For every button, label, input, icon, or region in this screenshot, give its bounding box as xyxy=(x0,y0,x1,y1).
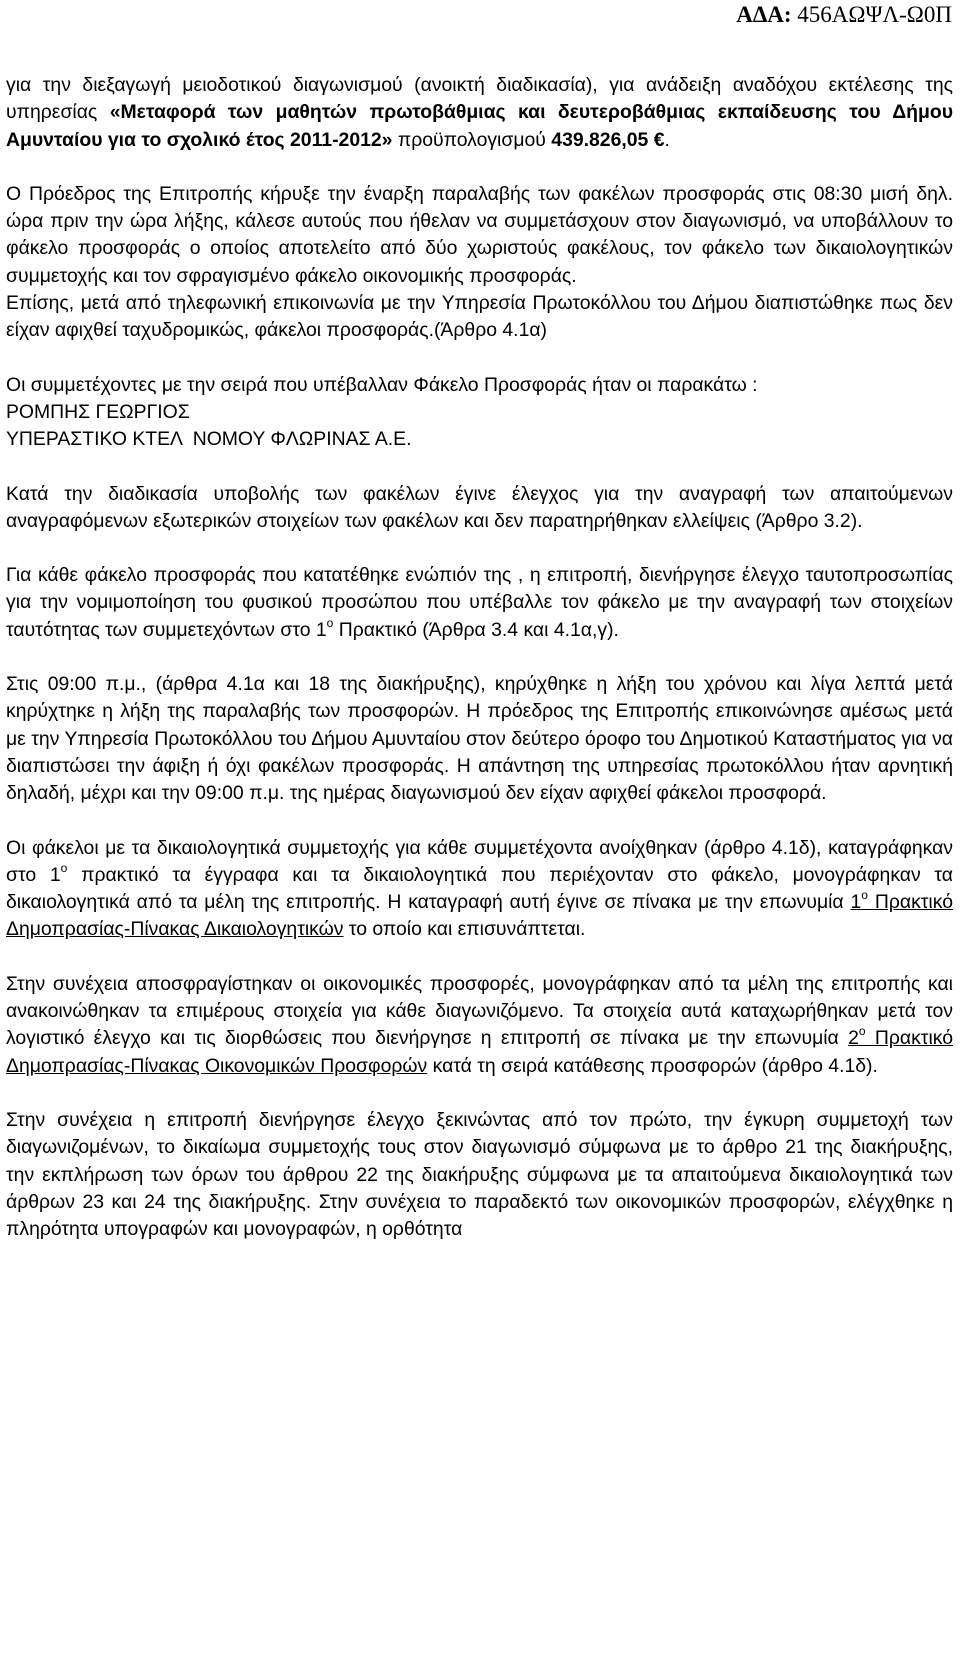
documents-text-end: το οποίο και επισυνάπτεται. xyxy=(343,918,586,941)
participant-item: ΥΠΕΡΑΣΤΙΚΟ ΚΤΕΛ ΝΟΜΟΥ ΦΛΩΡΙΝΑΣ Α.Ε. xyxy=(6,428,412,451)
paragraph-documents xyxy=(6,835,953,944)
participant-item: ΡΟΜΠΗΣ ΓΕΩΡΓΙΟΣ xyxy=(6,400,190,423)
spacer xyxy=(6,535,953,562)
paragraph-postal-check: Επίσης, μετά από τηλεφωνική επικοινωνία με την Υπηρεσία Πρωτοκόλλου του Δήμου διαπιστώθηκε πως δεν είχαν αφιχθεί ταχυδρομικώς, φάκελοι προσφοράς.(Άρθρο 4.1α) xyxy=(6,292,953,342)
financial-text-end: κατά τη σειρά κατάθεσης προσφορών (άρθρο 4.1δ). xyxy=(427,1054,878,1077)
document-body xyxy=(6,72,953,1243)
budget-label: προϋπολογισμού xyxy=(392,128,552,151)
superscript: ο xyxy=(326,615,334,630)
paragraph-participants-intro: Οι συμμετέχοντες με την σειρά που υπέβαλλαν Φάκελο Προσφοράς ήταν οι παρακάτω : xyxy=(6,373,758,396)
spacer xyxy=(6,808,953,835)
paragraph-intro xyxy=(6,72,953,154)
ada-header xyxy=(736,2,952,28)
paragraph-financial-offers xyxy=(6,971,953,1080)
financial-text: Στην συνέχεια αποσφραγίστηκαν οι οικονομικές προσφορές, μονογράφηκαν από τα μέλη της επιτροπής και ανακοινώθηκαν τα επιμέρους στοιχεία για κάθε διαγωνιζόμενο. Τα στοιχεία αυτά καταχωρήθηκαν μετά τον λογιστικό έλεγχο και τις διορθώσεις που διενήργησε η επιτροπή σε πίνακα με την επωνυμία xyxy=(6,972,953,1050)
identity-text-end: Πρακτικό (Άρθρα 3.4 και 4.1α,γ). xyxy=(333,618,619,641)
spacer xyxy=(6,154,953,181)
reference-number: 2 xyxy=(848,1027,859,1050)
spacer xyxy=(6,1080,953,1107)
paragraph-envelope-check: Κατά την διαδικασία υποβολής των φακέλων έγινε έλεγχος για την αναγραφή των απαιτούμενων αναγραφόμενων εξωτερικών στοιχείων των φακέλων και δεν παρατηρήθηκαν ελλείψεις (Άρθρο 3.2). xyxy=(6,482,953,532)
spacer xyxy=(6,944,953,971)
intro-text: για την διεξαγωγή μειοδοτικού διαγωνισμού (ανοικτή διαδικασία), για ανάδειξη αναδόχου εκτέλεσης της υπηρεσίας xyxy=(6,74,953,124)
ada-label: ΑΔΑ: xyxy=(736,2,792,27)
paragraph-evaluation: Στην συνέχεια η επιτροπή διενήργησε έλεγχο ξεκινώντας από τον πρώτο, την έγκυρη συμμετοχή των διαγωνιζομένων, το δικαίωμα συμμετοχής τους στον διαγωνισμό σύμφωνα με το άρθρο 21 της διακήρυξης, την εκπλήρωση των όρων του άρθρου 22 της διακήρυξης σύμφωνα με τα απαιτούμενα δικαιολογητικά των άρθρων 23 και 24 της διακήρυξης. Στην συνέχεια το παραδεκτό των οικονομικών προσφορών, ελέγχθηκε η πληρότητα υπογραφών και μονογραφών, η ορθότητα xyxy=(6,1108,953,1241)
superscript: ο xyxy=(861,888,868,903)
spacer xyxy=(6,644,953,671)
spacer xyxy=(6,454,953,481)
spacer xyxy=(6,345,953,372)
identity-text: Για κάθε φάκελο προσφοράς που κατατέθηκε ενώπιόν της , η επιτροπή, διενήργησε έλεγχο ταυτοπροσωπίας για την νομιμοποίηση του φυσικού προσώπου που υπέβαλλε τον φάκελο με την αναγραφή των στοιχείων ταυτότητας των συμμετεχόντων στο 1 xyxy=(6,564,953,641)
paragraph-identity-check xyxy=(6,562,953,644)
paragraph-opening: Ο Πρόεδρος της Επιτροπής κήρυξε την έναρξη παραλαβής των φακέλων προσφοράς στις 08:30 μισή δηλ. ώρα πριν την ώρα λήξης, κάλεσε αυτούς που ήθελαν να συμμετάσχουν στον διαγωνισμό, να υποβάλλουν το φάκελο προσφοράς ο οποίος αποτελείτο από δύο χωριστούς φακέλους, τον φάκελο των δικαιολογητικών συμμετοχής και τον σφραγισμένο φάκελο οικονομικής προσφοράς. xyxy=(6,182,953,287)
superscript: ο xyxy=(60,860,68,875)
reference-number: 1 xyxy=(850,891,862,914)
documents-text: Οι φάκελοι με τα δικαιολογητικά συμμετοχής για κάθε συμμετέχοντα ανοίχθηκαν (άρθρο 4.1δ), καταγράφηκαν στο 1 xyxy=(6,836,953,886)
reference-title: Πρακτικό Δημοπρασίας-Πίνακας Δικαιολογητικών xyxy=(6,891,953,941)
reference-title: Πρακτικό Δημοπρασίας-Πίνακας Οικονομικών Προσφορών xyxy=(6,1027,953,1077)
superscript: ο xyxy=(858,1024,866,1039)
ada-code: 456ΑΩΨΛ-Ω0Π xyxy=(797,2,952,27)
intro-end: . xyxy=(664,128,670,151)
paragraph-deadline: Στις 09:00 π.μ., (άρθρα 4.1α και 18 της διακήρυξης), κηρύχθηκε η λήξη του χρόνου και λίγα λεπτά μετά κηρύχτηκε η λήξη της παραλαβής των προσφορών. Η πρόεδρος της Επιτροπής επικοινώνησε αμέσως μετά με την Υπηρεσία Πρωτοκόλλου του Δήμου Αμυνταίου στον δεύτερο όροφο του Δημοτικού Καταστήματος για να διαπιστώσει την άφιξη ή όχι φακέλων προσφοράς. Η απάντηση της υπηρεσίας πρωτοκόλλου ήταν αρνητική δηλαδή, μέχρι και την 09:00 π.μ. της ημέρας διαγωνισμού δεν είχαν αφιχθεί φάκελοι προσφορά. xyxy=(6,673,953,805)
budget-amount: 439.826,05 € xyxy=(551,128,665,151)
service-title: «Μεταφορά των μαθητών πρωτοβάθμιας και δευτεροβάθμιας εκπαίδευσης του Δήμου Αμυνταίου για το σχολικό έτος 2011-2012» xyxy=(6,101,953,151)
documents-text-cont: πρακτικό τα έγγραφα και τα δικαιολογητικά που περιέχονταν στο φάκελο, μονογράφηκαν τα δικαιολογητικά από τα μέλη της επιτροπής. Η καταγραφή αυτή έγινε σε πίνακα με την επωνυμία xyxy=(6,863,954,914)
